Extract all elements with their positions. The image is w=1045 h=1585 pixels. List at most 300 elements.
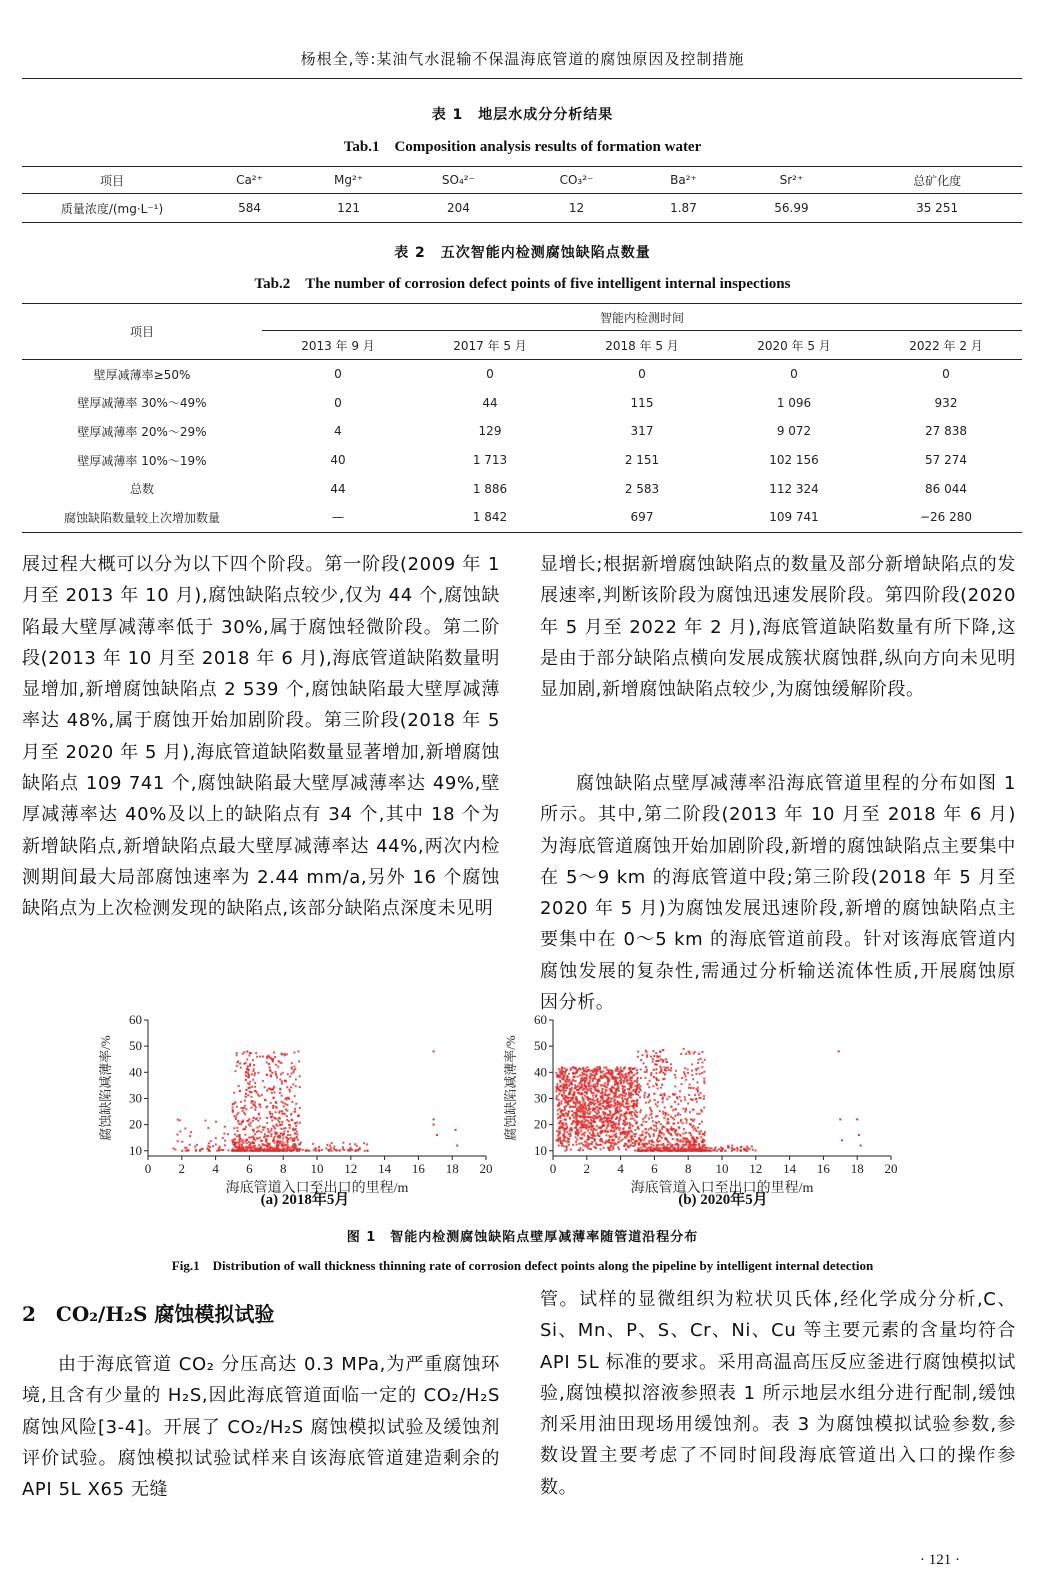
- data-point: [433, 1124, 435, 1126]
- data-point: [558, 1131, 560, 1133]
- data-point: [237, 1112, 239, 1114]
- data-point: [204, 1120, 206, 1122]
- table2-cell: 0: [942, 367, 950, 382]
- data-point: [243, 1051, 245, 1053]
- data-point: [250, 1136, 252, 1138]
- table2-cell: 0: [334, 367, 342, 382]
- data-point: [563, 1087, 565, 1089]
- data-point: [576, 1076, 578, 1078]
- data-point: [716, 1150, 718, 1152]
- data-point: [594, 1089, 596, 1091]
- data-point: [636, 1111, 638, 1113]
- data-point: [560, 1139, 562, 1141]
- data-point: [561, 1070, 563, 1072]
- data-point: [637, 1099, 639, 1101]
- figure1-caption-en: Fig.1 Distribution of wall thickness thinning rate of corrosion defect points along the pipeline by intelligent internal detection: [171, 1258, 874, 1273]
- data-point: [600, 1144, 602, 1146]
- data-point: [595, 1147, 597, 1149]
- data-point: [570, 1149, 572, 1151]
- data-point: [637, 1127, 639, 1129]
- data-point: [254, 1109, 256, 1111]
- data-point: [593, 1086, 595, 1088]
- data-point: [566, 1097, 568, 1099]
- data-point: [703, 1141, 705, 1143]
- data-point: [294, 1108, 296, 1110]
- data-point: [666, 1123, 668, 1125]
- data-point: [283, 1131, 285, 1133]
- data-point: [238, 1123, 240, 1125]
- data-point: [279, 1092, 281, 1094]
- data-point: [188, 1149, 190, 1151]
- data-point: [660, 1070, 662, 1072]
- data-point: [645, 1102, 647, 1104]
- data-point: [258, 1149, 260, 1151]
- data-point: [259, 1125, 261, 1127]
- data-point: [838, 1050, 840, 1052]
- data-point: [279, 1089, 281, 1091]
- data-point: [646, 1069, 648, 1071]
- data-point: [587, 1082, 589, 1084]
- data-point: [568, 1111, 570, 1113]
- data-point: [604, 1082, 606, 1084]
- data-point: [615, 1094, 617, 1096]
- data-point: [234, 1142, 236, 1144]
- data-point: [277, 1140, 279, 1142]
- data-point: [254, 1072, 256, 1074]
- data-point: [265, 1106, 267, 1108]
- table2-caption-en: Tab.2 The number of corrosion defect points of five intelligent internal inspections: [254, 276, 791, 292]
- data-point: [270, 1070, 272, 1072]
- data-point: [557, 1109, 559, 1111]
- data-point: [644, 1137, 646, 1139]
- data-point: [248, 1137, 250, 1139]
- data-point: [580, 1130, 582, 1132]
- data-point: [271, 1128, 273, 1130]
- data-point: [256, 1056, 258, 1058]
- data-point: [282, 1102, 284, 1104]
- data-point: [617, 1085, 619, 1087]
- data-point: [559, 1117, 561, 1119]
- data-point: [654, 1099, 656, 1101]
- data-point: [623, 1130, 625, 1132]
- data-point: [599, 1100, 601, 1102]
- data-point: [569, 1117, 571, 1119]
- data-point: [289, 1134, 291, 1136]
- data-point: [610, 1142, 612, 1144]
- data-point: [614, 1099, 616, 1101]
- data-point: [703, 1080, 705, 1082]
- data-point: [568, 1073, 570, 1075]
- data-point: [588, 1126, 590, 1128]
- data-point: [262, 1126, 264, 1128]
- data-point: [594, 1068, 596, 1070]
- data-point: [615, 1089, 617, 1091]
- data-point: [659, 1135, 661, 1137]
- data-point: [251, 1073, 253, 1075]
- data-point: [611, 1090, 613, 1092]
- data-point: [680, 1135, 682, 1137]
- data-point: [579, 1127, 581, 1129]
- data-point: [589, 1075, 591, 1077]
- data-point: [641, 1134, 643, 1136]
- data-point: [597, 1110, 599, 1112]
- data-point: [664, 1137, 666, 1139]
- data-point: [681, 1083, 683, 1085]
- data-point: [563, 1092, 565, 1094]
- data-point: [270, 1102, 272, 1104]
- data-point: [661, 1128, 663, 1130]
- table1-header-row: [22, 167, 1022, 194]
- table1-caption-en: Tab.1 Composition analysis results of formation water: [343, 139, 702, 155]
- data-point: [284, 1103, 286, 1105]
- data-point: [675, 1129, 677, 1131]
- data-point: [662, 1097, 664, 1099]
- data-point: [693, 1087, 695, 1089]
- data-point: [240, 1067, 242, 1069]
- data-point: [571, 1128, 573, 1130]
- data-point: [593, 1121, 595, 1123]
- data-point: [309, 1150, 311, 1152]
- data-point: [297, 1139, 299, 1141]
- data-point: [570, 1133, 572, 1135]
- data-point: [276, 1144, 278, 1146]
- data-point: [281, 1140, 283, 1142]
- data-point: [659, 1051, 661, 1053]
- data-point: [634, 1085, 636, 1087]
- data-point: [627, 1130, 629, 1132]
- data-point: [860, 1145, 862, 1147]
- y-tick-label: 20: [129, 1116, 142, 1132]
- data-point: [289, 1147, 291, 1149]
- data-point: [586, 1145, 588, 1147]
- data-point: [612, 1124, 614, 1126]
- data-point: [560, 1090, 562, 1092]
- data-point: [662, 1113, 664, 1115]
- data-point: [682, 1108, 684, 1110]
- table2-cell: 2 151: [624, 453, 660, 468]
- data-point: [684, 1099, 686, 1101]
- data-point: [617, 1139, 619, 1141]
- data-point: [668, 1150, 670, 1152]
- data-point: [634, 1135, 636, 1137]
- data-point: [581, 1074, 583, 1076]
- data-point: [634, 1110, 636, 1112]
- table1-cell: 204: [400, 194, 517, 223]
- data-point: [298, 1060, 300, 1062]
- data-point: [697, 1127, 699, 1129]
- data-point: [626, 1103, 628, 1105]
- table2-cell: 0: [334, 395, 342, 410]
- data-point: [565, 1146, 567, 1148]
- data-point: [662, 1078, 664, 1080]
- data-point: [572, 1106, 574, 1108]
- data-point: [279, 1142, 281, 1144]
- data-point: [287, 1148, 289, 1150]
- data-point: [598, 1103, 600, 1105]
- data-point: [584, 1123, 586, 1125]
- data-point: [725, 1150, 727, 1152]
- body-paragraph: 由于海底管道 CO₂ 分压高达 0.3 MPa,为严重腐蚀环境,且含有少量的 H₂S,因此海底管道面临一定的 CO₂/H₂S 腐蚀风险[3-4]。开展了 CO₂/H₂S 腐蚀模拟试验及缓蚀剂评价试验。腐蚀模拟试验试样来自该海底管道建造剩余的 API 5L X65 无缝: [22, 1354, 500, 1501]
- data-point: [589, 1132, 591, 1134]
- data-point: [561, 1145, 563, 1147]
- data-point: [559, 1081, 561, 1083]
- data-point: [267, 1135, 269, 1137]
- data-point: [746, 1146, 748, 1148]
- data-point: [650, 1128, 652, 1130]
- data-point: [245, 1093, 247, 1095]
- data-point: [653, 1144, 655, 1146]
- data-point: [589, 1111, 591, 1113]
- data-point: [576, 1144, 578, 1146]
- data-point: [697, 1062, 699, 1064]
- data-point: [684, 1111, 686, 1113]
- data-point: [653, 1129, 655, 1131]
- data-point: [660, 1068, 662, 1070]
- data-point: [666, 1146, 668, 1148]
- data-point: [576, 1124, 578, 1126]
- data-point: [652, 1141, 654, 1143]
- data-point: [584, 1103, 586, 1105]
- x-axis-label: 海底管道入口至出口的里程/m: [225, 1181, 409, 1196]
- data-point: [679, 1096, 681, 1098]
- data-point: [604, 1108, 606, 1110]
- data-point: [275, 1111, 277, 1113]
- data-point: [674, 1074, 676, 1076]
- data-point: [618, 1120, 620, 1122]
- data-point: [620, 1079, 622, 1081]
- data-point: [736, 1150, 738, 1152]
- data-point: [693, 1141, 695, 1143]
- data-point: [684, 1096, 686, 1098]
- data-point: [604, 1117, 606, 1119]
- data-point: [635, 1073, 637, 1075]
- data-point: [315, 1147, 317, 1149]
- data-point: [703, 1107, 705, 1109]
- data-point: [683, 1139, 685, 1141]
- data-point: [565, 1122, 567, 1124]
- data-point: [618, 1124, 620, 1126]
- data-point: [575, 1068, 577, 1070]
- data-point: [272, 1107, 274, 1109]
- data-point: [659, 1140, 661, 1142]
- data-point: [663, 1133, 665, 1135]
- data-point: [673, 1147, 675, 1149]
- data-point: [599, 1080, 601, 1082]
- data-point: [657, 1137, 659, 1139]
- data-point: [577, 1131, 579, 1133]
- data-point: [181, 1150, 183, 1152]
- data-point: [253, 1130, 255, 1132]
- data-point: [585, 1068, 587, 1070]
- table2-row: [22, 474, 1022, 503]
- table2-group-header: 智能内检测时间: [262, 304, 1022, 331]
- data-point: [689, 1083, 691, 1085]
- data-point: [250, 1122, 252, 1124]
- data-point: [693, 1147, 695, 1149]
- data-point: [682, 1144, 684, 1146]
- data-point: [596, 1112, 598, 1114]
- data-point: [644, 1092, 646, 1094]
- data-point: [556, 1130, 558, 1132]
- section-heading: 2 CO₂/H₂S 腐蚀模拟试验: [22, 1302, 275, 1326]
- data-point: [283, 1105, 285, 1107]
- data-point: [291, 1062, 293, 1064]
- data-point: [252, 1142, 254, 1144]
- data-point: [286, 1053, 288, 1055]
- data-point: [584, 1145, 586, 1147]
- data-point: [560, 1111, 562, 1113]
- data-point: [674, 1101, 676, 1103]
- data-point: [610, 1098, 612, 1100]
- data-point: [609, 1136, 611, 1138]
- data-point: [565, 1090, 567, 1092]
- data-point: [272, 1088, 274, 1090]
- data-point: [245, 1079, 247, 1081]
- data-point: [610, 1088, 612, 1090]
- data-point: [604, 1091, 606, 1093]
- table2-cell: 壁厚减薄率 30%～49%: [77, 396, 207, 411]
- data-point: [245, 1072, 247, 1074]
- data-point: [692, 1126, 694, 1128]
- data-point: [247, 1120, 249, 1122]
- data-point: [689, 1145, 691, 1147]
- data-point: [705, 1147, 707, 1149]
- data-point: [578, 1107, 580, 1109]
- data-point: [563, 1145, 565, 1147]
- data-point: [658, 1147, 660, 1149]
- data-point: [240, 1101, 242, 1103]
- data-point: [580, 1147, 582, 1149]
- data-point: [342, 1148, 344, 1150]
- table2: [22, 303, 1022, 533]
- data-point: [661, 1084, 663, 1086]
- data-point: [628, 1141, 630, 1143]
- data-point: [667, 1119, 669, 1121]
- data-point: [263, 1150, 265, 1152]
- data-point: [659, 1110, 661, 1112]
- data-point: [608, 1094, 610, 1096]
- data-point: [653, 1069, 655, 1071]
- data-point: [288, 1089, 290, 1091]
- data-point: [667, 1114, 669, 1116]
- data-point: [265, 1140, 267, 1142]
- data-point: [603, 1067, 605, 1069]
- data-point: [691, 1136, 693, 1138]
- data-point: [692, 1078, 694, 1080]
- data-point: [575, 1141, 577, 1143]
- y-tick-label: 40: [534, 1064, 547, 1080]
- data-point: [258, 1113, 260, 1115]
- data-point: [622, 1076, 624, 1078]
- data-point: [331, 1150, 333, 1152]
- data-point: [239, 1141, 241, 1143]
- table1-cell: 56.99: [731, 194, 852, 223]
- data-point: [259, 1117, 261, 1119]
- body-paragraph: 管。试样的显微组织为粒状贝氏体,经化学成分分析,C、Si、Mn、P、S、Cr、Ni、Cu 等主要元素的含量均符合 API 5L 标准的要求。采用高温高压反应釜进行腐蚀模拟试验,腐蚀模拟溶液参照表 1 所示地层水组分进行配制,缓蚀剂采用油田现场用缓蚀剂。表 3 为腐蚀模拟试验参数,参数设置主要考虑了不同时间段海底管道出入口的操作参数。: [540, 1289, 1016, 1498]
- data-point: [250, 1125, 252, 1127]
- data-point: [279, 1078, 281, 1080]
- data-point: [262, 1080, 264, 1082]
- data-point: [244, 1113, 246, 1115]
- data-point: [283, 1144, 285, 1146]
- data-point: [585, 1086, 587, 1088]
- data-point: [295, 1085, 297, 1087]
- data-point: [669, 1143, 671, 1145]
- data-point: [245, 1146, 247, 1148]
- data-point: [292, 1083, 294, 1085]
- data-point: [595, 1095, 597, 1097]
- data-point: [655, 1052, 657, 1054]
- data-point: [624, 1066, 626, 1068]
- data-point: [673, 1119, 675, 1121]
- data-point: [255, 1090, 257, 1092]
- data-point: [645, 1114, 647, 1116]
- data-point: [266, 1074, 268, 1076]
- table2-cell: —: [262, 503, 414, 532]
- data-point: [632, 1145, 634, 1147]
- data-point: [268, 1131, 270, 1133]
- data-point: [677, 1144, 679, 1146]
- data-point: [664, 1115, 666, 1117]
- data-point: [653, 1124, 655, 1126]
- data-point: [594, 1075, 596, 1077]
- data-point: [629, 1105, 631, 1107]
- data-point: [560, 1142, 562, 1144]
- data-point: [698, 1059, 700, 1061]
- data-point: [190, 1131, 192, 1133]
- data-point: [638, 1137, 640, 1139]
- data-point: [592, 1069, 594, 1071]
- data-point: [591, 1092, 593, 1094]
- data-point: [652, 1120, 654, 1122]
- data-point: [680, 1053, 682, 1055]
- data-point: [279, 1137, 281, 1139]
- data-point: [455, 1129, 457, 1131]
- data-point: [617, 1102, 619, 1104]
- table1-cell: 1.87: [636, 194, 731, 223]
- data-point: [567, 1103, 569, 1105]
- table2-cell: 0: [638, 367, 646, 382]
- data-point: [562, 1134, 564, 1136]
- data-point: [174, 1149, 176, 1151]
- data-point: [194, 1146, 196, 1148]
- data-point: [564, 1073, 566, 1075]
- data-point: [652, 1085, 654, 1087]
- data-point: [626, 1135, 628, 1137]
- data-point: [600, 1085, 602, 1087]
- data-point: [654, 1148, 656, 1150]
- data-point: [560, 1120, 562, 1122]
- data-point: [251, 1107, 253, 1109]
- data-point: [254, 1086, 256, 1088]
- data-point: [685, 1143, 687, 1145]
- table2-row: [22, 389, 1022, 418]
- data-point: [604, 1112, 606, 1114]
- data-point: [615, 1123, 617, 1125]
- data-point: [562, 1113, 564, 1115]
- data-point: [252, 1070, 254, 1072]
- data-point: [227, 1133, 229, 1135]
- data-point: [578, 1115, 580, 1117]
- data-point: [608, 1147, 610, 1149]
- data-point: [688, 1094, 690, 1096]
- data-point: [179, 1119, 181, 1121]
- data-point: [275, 1064, 277, 1066]
- data-point: [671, 1106, 673, 1108]
- data-point: [294, 1122, 296, 1124]
- data-point: [678, 1126, 680, 1128]
- data-point: [668, 1069, 670, 1071]
